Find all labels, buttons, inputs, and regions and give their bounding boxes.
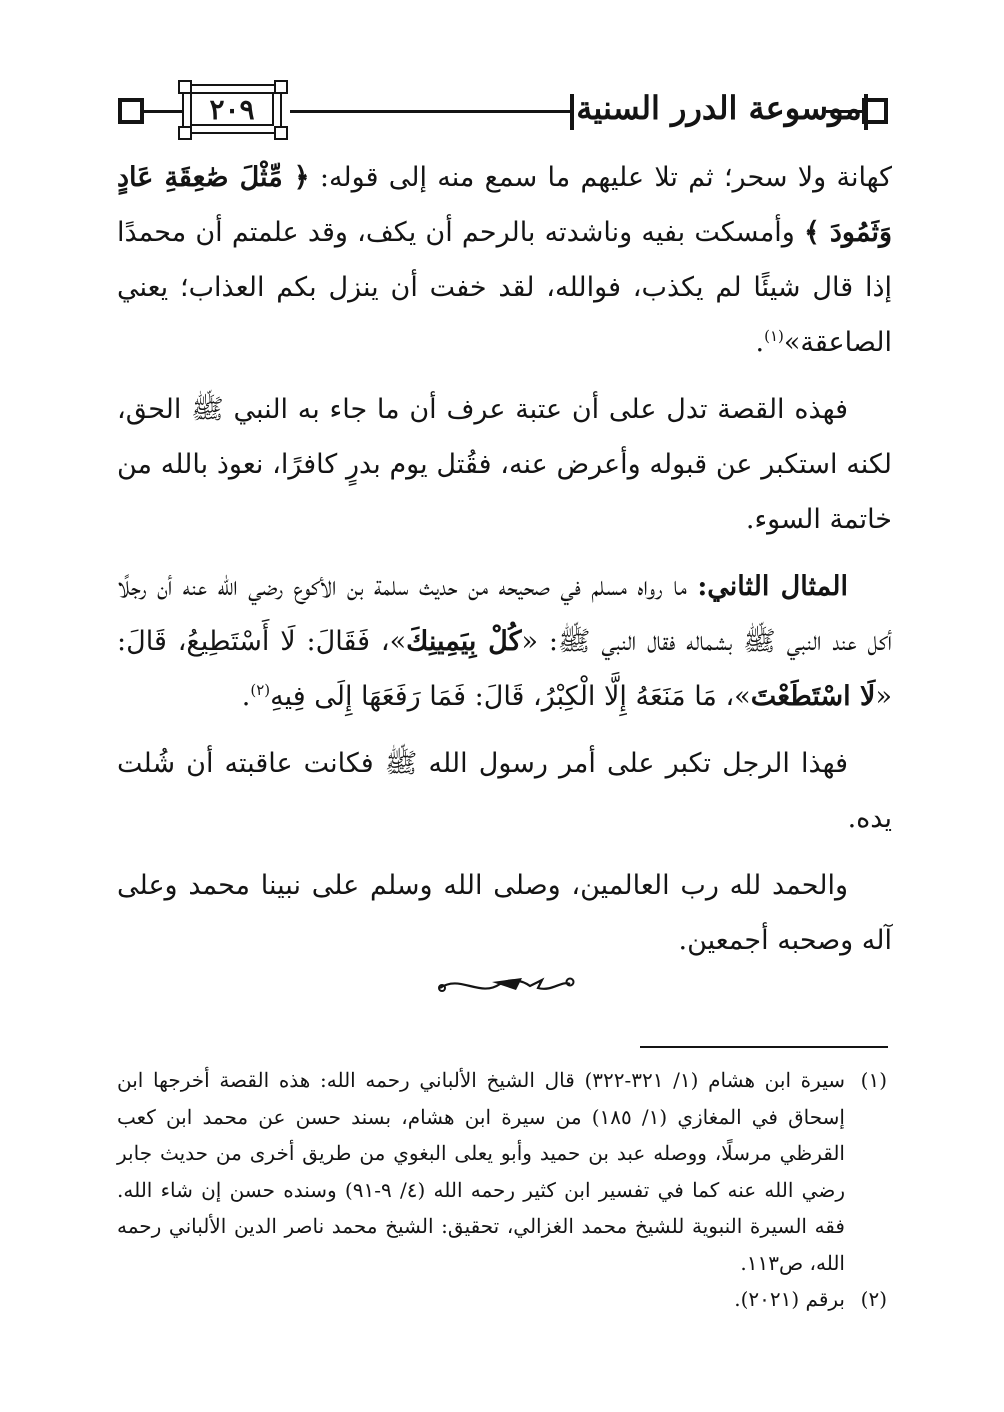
footnote-ref-1[interactable]: (١) <box>764 327 784 345</box>
frame-corner-ornament <box>274 80 288 94</box>
quran-quote: ﴿ مِّثْلَ صَٰعِقَةِ عَادٍ وَثَمُودَ ﴾ <box>117 162 893 248</box>
footnote-1: (١) سيرة ابن هشام (١/ ٣٢١-٣٢٢) قال الشيخ الألباني رحمه الله: هذه القصة أخرجها ابن إسحاق في المغازي (١/ ١٨٥) من سيرة ابن هشام، بسند حسن عن محمد ابن كعب القرظي مرسلًا، ووصله عبد بن حميد وأبو يعلى البغوي من طريق أخرى من حديث جابر رضي الله عنه كما في تفسير ابن كثير رحمه الله (٤/ ٩-٩١) وسنده حسن إن شاء الله. فقه السيرة النبوية للشيخ محمد الغزالي، تحقيق: الشيخ محمد ناصر الدين الألباني رحمه الله، ص١١٣. <box>117 1062 887 1281</box>
footnote-number: (٢) <box>860 1287 887 1311</box>
paragraph-2: فهذه القصة تدل على أن عتبة عرف أن ما جاء به النبي ﷺ الحق، لكنه استكبر عن قبوله وأعرض عنه، فقُتل يوم بدرٍ كافرًا، نعوذ بالله من خاتمة السوء. <box>117 394 892 535</box>
footnote-separator <box>640 1046 888 1048</box>
frame-corner-ornament <box>178 80 192 94</box>
divider-ornament <box>430 970 580 1000</box>
paragraph-1: كهانة ولا سحر؛ ثم تلا عليهم ما سمع منه إلى قوله: ﴿ مِّثْلَ صَٰعِقَةِ عَادٍ وَثَمُودَ ﴾ وأمسكت بفيه وناشدته بالرحم أن يكف، وقد علمتم أن محمدًا إذا قال شيئًا لم يكذب، فوالله، لقد خفت أن ينزل بكم العذاب؛ يعني الصاعقة»$^{(١)}$. <box>117 162 893 358</box>
page-number-frame <box>182 84 282 134</box>
paragraph-4: فهذا الرجل تكبر على أمر رسول الله ﷺ فكانت عاقبته أن شُلت يده. <box>117 748 892 834</box>
footnote-2: (٢) برقم (٢٠٢١). <box>117 1281 887 1318</box>
main-text <box>117 150 892 980</box>
example-label: المثال الثاني: <box>697 571 848 602</box>
hadith-bold-2: لَا اسْتَطَعْتَ <box>750 681 876 712</box>
hadith-bold-1: كُلْ بِيَمِينِكَ <box>406 626 522 657</box>
header-square-left <box>118 98 144 124</box>
frame-corner-ornament <box>274 126 288 140</box>
frame-corner-ornament <box>178 126 192 140</box>
page-header <box>0 0 1004 150</box>
header-rule-left <box>138 110 182 113</box>
footnote-number: (١) <box>860 1068 887 1092</box>
site-title: موسوعة الدرر السنية <box>576 89 862 127</box>
header-title-bar-right <box>864 94 868 130</box>
paragraph-5: والحمد لله رب العالمين، وصلى الله وسلم على نبينا محمد وعلى آله وصحبه أجمعين. <box>117 870 892 956</box>
page-number: ٢٠٩ <box>209 92 255 126</box>
footnote-ref-2[interactable]: (٢) <box>250 681 271 699</box>
header-title-bar-left <box>570 94 574 130</box>
paragraph-3: المثال الثاني: ما رواه مسلم في صحيحه من حديث سلمة بن الأكوع رضي الله عنه أن رجلًا أكل عند النبي ﷺ بشماله فقال النبي ﷺ: «كُلْ بِيَمِينِكَ»، فَقَالَ: لَا أَسْتَطِيعُ، قَالَ: «لَا اسْتَطَعْتَ»، مَا مَنَعَهُ إِلَّا الْكِبْرُ، قَالَ: فَمَا رَفَعَهَا إِلَى فِيهِ$^{(٢)}$. <box>117 571 892 712</box>
footnotes <box>117 1062 887 1318</box>
header-rule-middle <box>290 110 570 113</box>
